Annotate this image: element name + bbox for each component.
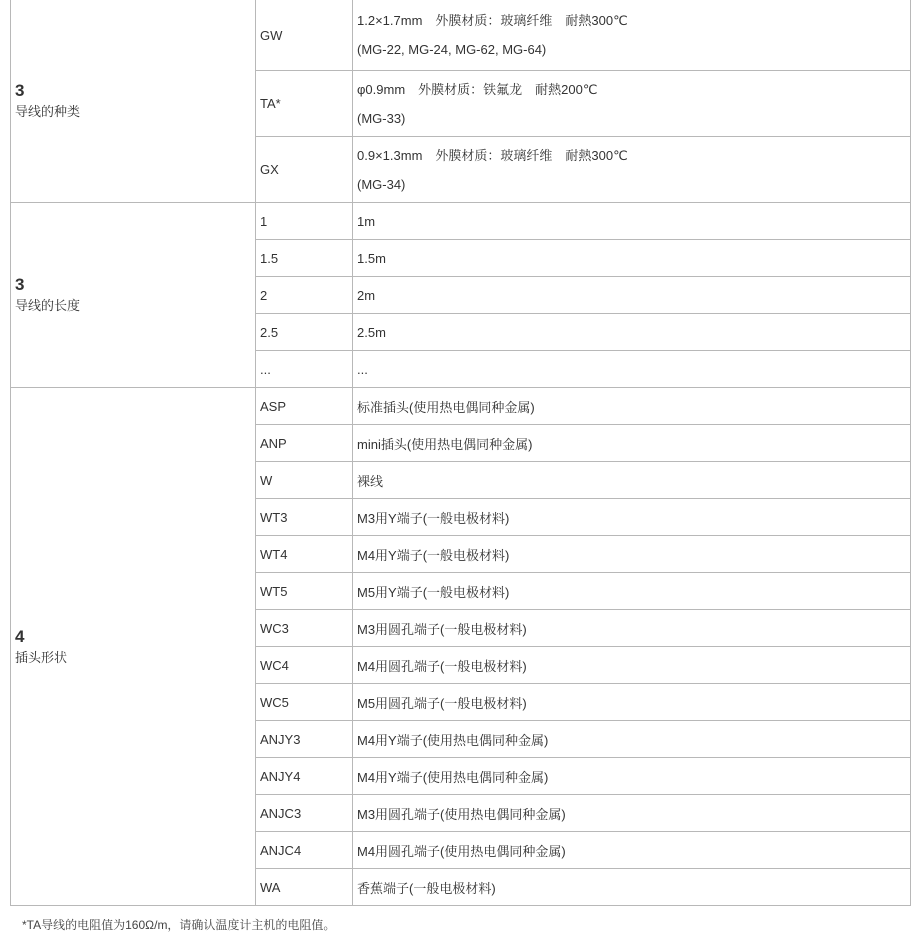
desc-cell: M5用圆孔端子(一般电极材料) <box>353 684 911 721</box>
code-cell: ANJC3 <box>256 795 353 832</box>
code-cell: TA* <box>256 71 353 137</box>
group-number: 3 <box>15 275 25 294</box>
desc-line: (MG-34) <box>357 176 406 192</box>
code-cell: 1 <box>256 203 353 240</box>
code-cell: 2 <box>256 277 353 314</box>
group-cell-wire-length <box>11 203 256 388</box>
desc-cell: mini插头(使用热电偶同种金属) <box>353 425 911 462</box>
desc-line: (MG-33) <box>357 110 406 126</box>
desc-cell <box>353 71 911 137</box>
code-cell: GW <box>256 0 353 71</box>
desc-cell: M3用Y端子(一般电极材料) <box>353 499 911 536</box>
desc-cell: 1m <box>353 203 911 240</box>
code-cell: GX <box>256 137 353 203</box>
code-cell: WC5 <box>256 684 353 721</box>
code-cell: WT3 <box>256 499 353 536</box>
code-cell: ASP <box>256 388 353 425</box>
code-cell: ANJY3 <box>256 721 353 758</box>
code-cell: WT5 <box>256 573 353 610</box>
desc-cell: M5用Y端子(一般电极材料) <box>353 573 911 610</box>
spec-table <box>10 0 911 906</box>
desc-cell: 2m <box>353 277 911 314</box>
desc-line: (MG-22, MG-24, MG-62, MG-64) <box>357 42 547 57</box>
desc-cell: 香蕉端子(一般电极材料) <box>353 869 911 906</box>
code-cell: 2.5 <box>256 314 353 351</box>
desc-cell: M4用圆孔端子(使用热电偶同种金属) <box>353 832 911 869</box>
desc-line: φ0.9mm 外膜材质：铁氟龙 耐熱200℃ <box>357 81 598 97</box>
table-row <box>11 203 911 240</box>
group-cell-wire-type <box>11 0 256 203</box>
code-cell: ... <box>256 351 353 388</box>
desc-cell: 标准插头(使用热电偶同种金属) <box>353 388 911 425</box>
code-cell: ANJC4 <box>256 832 353 869</box>
desc-cell: M4用Y端子(使用热电偶同种金属) <box>353 758 911 795</box>
desc-cell: M3用圆孔端子(使用热电偶同种金属) <box>353 795 911 832</box>
desc-line: 1.2×1.7mm 外膜材质：玻璃纤维 耐熱300℃ <box>357 13 628 28</box>
group-name: 导线的长度 <box>15 298 81 313</box>
code-cell: WT4 <box>256 536 353 573</box>
code-cell: ANP <box>256 425 353 462</box>
group-number: 4 <box>15 626 25 646</box>
group-name: 插头形状 <box>15 649 68 665</box>
desc-cell: 2.5m <box>353 314 911 351</box>
desc-cell: M4用Y端子(使用热电偶同种金属) <box>353 721 911 758</box>
desc-cell: 1.5m <box>353 240 911 277</box>
desc-cell <box>353 137 911 203</box>
code-cell: WC4 <box>256 647 353 684</box>
group-cell-plug-shape <box>11 388 256 906</box>
footnote: *TA导线的电阻值为160Ω/m，请确认温度计主机的电阻值。 <box>22 918 336 932</box>
desc-cell <box>353 0 911 71</box>
group-name: 导线的种类 <box>15 104 81 119</box>
desc-cell: 裸线 <box>353 462 911 499</box>
desc-cell: M3用圆孔端子(一般电极材料) <box>353 610 911 647</box>
code-cell: WC3 <box>256 610 353 647</box>
table-row <box>11 0 911 71</box>
code-cell: ANJY4 <box>256 758 353 795</box>
desc-cell: M4用圆孔端子(一般电极材料) <box>353 647 911 684</box>
desc-line: 0.9×1.3mm 外膜材质：玻璃纤维 耐熱300℃ <box>357 147 628 163</box>
code-cell: 1.5 <box>256 240 353 277</box>
code-cell: W <box>256 462 353 499</box>
group-number: 3 <box>15 81 25 100</box>
desc-cell: M4用Y端子(一般电极材料) <box>353 536 911 573</box>
code-cell: WA <box>256 869 353 906</box>
desc-cell: ... <box>353 351 911 388</box>
table-row <box>11 388 911 425</box>
